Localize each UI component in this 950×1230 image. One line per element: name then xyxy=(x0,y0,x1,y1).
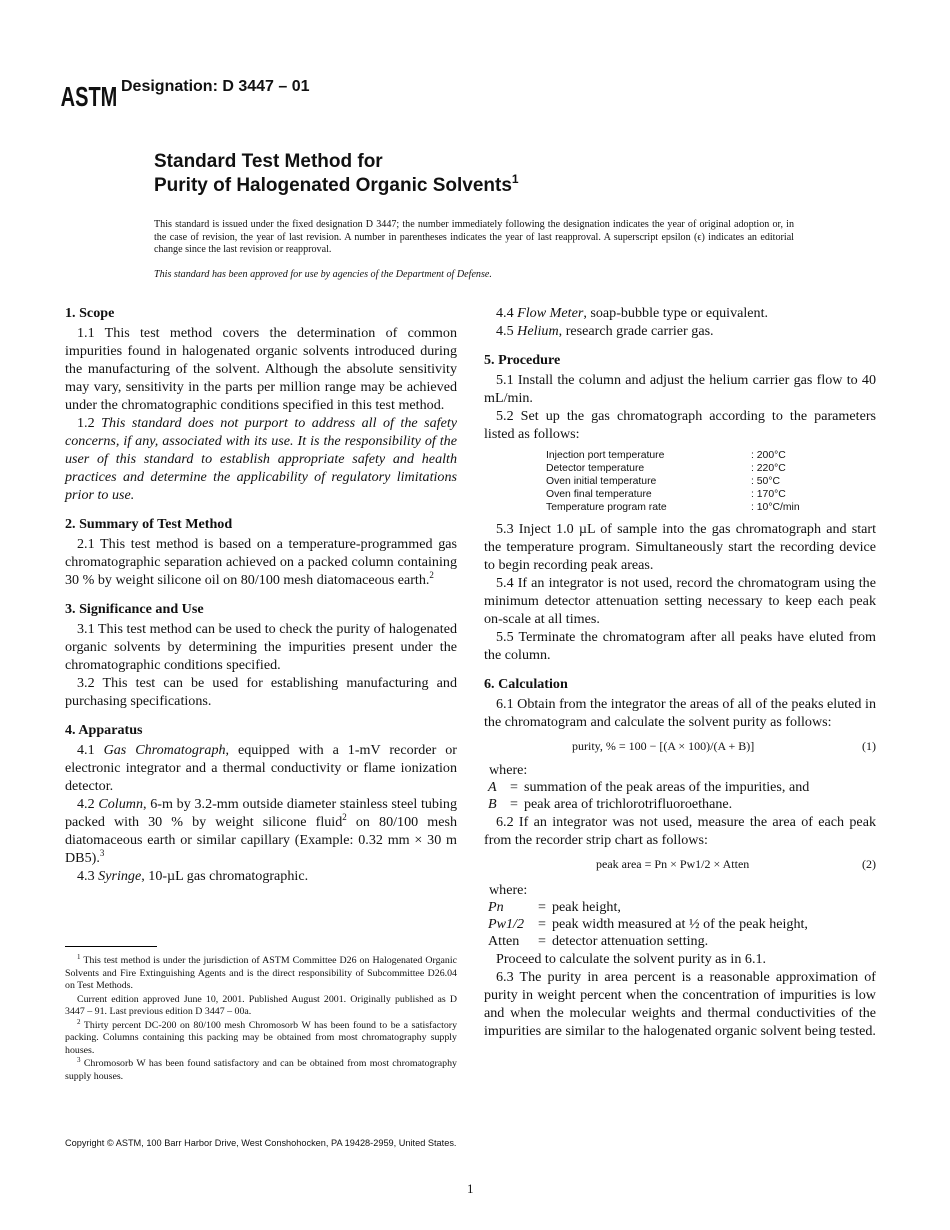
proceed-note: Proceed to calculate the solvent purity as in 6.1. xyxy=(496,951,767,967)
section-heading-summary: 2. Summary of Test Method xyxy=(65,516,233,532)
param-row: Oven initial temperature : 50°C xyxy=(546,476,780,487)
section-heading-procedure: 5. Procedure xyxy=(484,352,561,368)
para-5-1: 5.1 Install the column and adjust the helium carrier gas flow to 40 mL/min. xyxy=(484,372,876,406)
equation-1-number: (1) xyxy=(862,739,876,753)
designation: Designation: D 3447 – 01 xyxy=(121,78,310,95)
equation-2 xyxy=(484,853,876,875)
equation-1-expression: purity, % = 100 − [(A × 100)/(A + B)] xyxy=(572,739,755,753)
equation-2-number: (2) xyxy=(862,857,876,871)
para-5-4: 5.4 If an integrator is not used, record the chromatogram using the minimum detector attenuation setting necessary to keep each peak on-scale at all times. xyxy=(484,575,876,627)
copyright: Copyright © ASTM, 100 Barr Harbor Drive, West Conshohocken, PA 19428-2959, United States. xyxy=(65,1138,457,1148)
para-2-1: 2.1 This test method is based on a temperature-programmed gas chromatographic separation achieved on a packed column containing 30 % by weight silicone oil on 80/100 mesh diatomaceous earth.$^2$ xyxy=(65,536,457,588)
para-1-1: 1.1 This test method covers the determination of common impurities found in halogenated organic solvents introduced during the manufacturing of the solvent. Although the absolute sensitivity may vary, sensitivity in the parts per million range may be achieved under the chromatographic conditions specified in this test method. xyxy=(65,325,457,413)
dod-notice: This standard has been approved for use by agencies of the Department of Defense. xyxy=(154,269,492,280)
footnote-1-edition: Current edition approved June 10, 2001. Published August 2001. Originally published as D 3447 – 91. Last previous edition D 3447 – 00a. xyxy=(65,993,457,1017)
astm-logo xyxy=(60,74,118,116)
footnote-2: $^2$ Thirty percent DC-200 on 80/100 mesh Chromosorb W has been found to be a satisfactory packing. Columns containing this packing may be obtained from most chromatography supply houses. xyxy=(65,1017,458,1056)
param-row: Injection port temperature : 200°C xyxy=(546,450,786,461)
page-number: 1 xyxy=(467,1181,474,1196)
para-6-3: 6.3 The purity in area percent is a reasonable approximation of purity in weight percent when the concentration of impurities is low and when the molecular weights and thermal conductivities of the impurities are similar to the halogenated organic solvent being tested. xyxy=(484,969,876,1039)
astm-logo-text: ASTM xyxy=(60,82,118,114)
para-5-2: 5.2 Set up the gas chromatograph according to the parameters listed as follows: xyxy=(484,408,876,442)
definition-row: B = peak area of trichlorotrifluoroethane. xyxy=(488,796,733,812)
para-1-2: 1.2 This standard does not purport to address all of the safety concerns, if any, associated with its use. It is the responsibility of the user of this standard to establish appropriate safety and health practices and determine the applicability of regulatory limitations prior to use. xyxy=(65,415,457,503)
para-3-2: 3.2 This test can be used for establishing manufacturing and purchasing specifications. xyxy=(65,675,457,709)
issuance-notice: This standard is issued under the fixed designation D 3447; the number immediately following the designation indicates the year of original adoption or, in the case of revision, the year of last revision. A number in parentheses indicates the year of last reapproval. A superscript epsilon (ϵ) indicates an editorial change since the last revision or reapproval. xyxy=(154,219,794,256)
definition-row: Pn = peak height, xyxy=(488,899,621,915)
section-heading-scope: 1. Scope xyxy=(65,305,115,321)
para-4-1: 4.1 Gas Chromatograph, equipped with a 1-mV recorder or electronic integrator and a thermal conductivity or flame ionization detector. xyxy=(65,742,457,794)
para-3-1: 3.1 This test method can be used to check the purity of halogenated organic solvents by determining the impurities present under the chromatographic conditions specified. xyxy=(65,621,457,673)
equation-1 xyxy=(484,735,876,757)
para-4-3: 4.3 Syringe, 10-µL gas chromatographic. xyxy=(77,868,309,884)
equation-2-expression: peak area = Pn × Pw1/2 × Atten xyxy=(596,857,750,871)
definitions-1 xyxy=(484,779,809,813)
para-5-3: 5.3 Inject 1.0 µL of sample into the gas chromatograph and start the temperature program. Simultaneously start the recording device to begin recording peak areas. xyxy=(484,521,876,573)
where-label-1: where: xyxy=(489,762,528,778)
gc-parameters-table xyxy=(546,449,800,514)
section-heading-apparatus: 4. Apparatus xyxy=(65,722,143,738)
section-heading-significance: 3. Significance and Use xyxy=(65,601,204,617)
footnote-3: $^3$ Chromosorb W has been found satisfactory and can be obtained from most chromatography supply houses. xyxy=(65,1056,457,1082)
section-heading-calculation: 6. Calculation xyxy=(484,676,568,692)
para-6-1: 6.1 Obtain from the integrator the areas of all of the peaks eluted in the chromatogram and calculate the solvent purity as follows: xyxy=(484,696,876,730)
footnotes xyxy=(65,955,457,1084)
title-footnote-mark: 1 xyxy=(511,172,519,186)
para-5-5: 5.5 Terminate the chromatogram after all peaks have eluted from the column. xyxy=(484,629,876,663)
where-label-2: where: xyxy=(489,882,528,898)
definitions-2 xyxy=(484,899,808,950)
para-4-4: 4.4 Flow Meter, soap-bubble type or equivalent. xyxy=(496,305,769,321)
para-4-2: 4.2 Column, 6-m by 3.2-mm outside diameter stainless steel tubing packed with 30 % by weight silicone fluid$^2$ on 80/100 mesh diatomaceous earth or similar capillary (Example: 0.32 mm × 30 m DB5).$^3$ xyxy=(65,796,457,866)
right-column xyxy=(484,304,876,1040)
document-title xyxy=(154,150,519,198)
title-line-2: Purity of Halogenated Organic Solvents$^1$ xyxy=(154,172,519,196)
param-row: Oven final temperature : 170°C xyxy=(546,489,786,500)
left-column xyxy=(65,304,457,885)
para-6-2: 6.2 If an integrator was not used, measure the area of each peak from the recorder strip chart as follows: xyxy=(484,814,876,848)
definition-row: Pw1/2 = peak width measured at ½ of the peak height, xyxy=(488,916,808,932)
footnote-1: $^1$ This test method is under the jurisdiction of ASTM Committee D26 on Halogenated Organic Solvents and Fire Extinguishing Agents and is the direct responsibility of Subcommittee D26.04 on Test Methods. xyxy=(65,953,457,991)
footnote-divider xyxy=(65,946,157,947)
param-row: Temperature program rate : 10°C/min xyxy=(546,502,800,513)
param-row: Detector temperature : 220°C xyxy=(546,463,786,474)
title-line-1: Standard Test Method for xyxy=(154,151,383,172)
definition-row: Atten = detector attenuation setting. xyxy=(488,933,709,949)
definition-row: A = summation of the peak areas of the impurities, and xyxy=(488,779,810,795)
para-4-5: 4.5 Helium, research grade carrier gas. xyxy=(496,323,714,339)
